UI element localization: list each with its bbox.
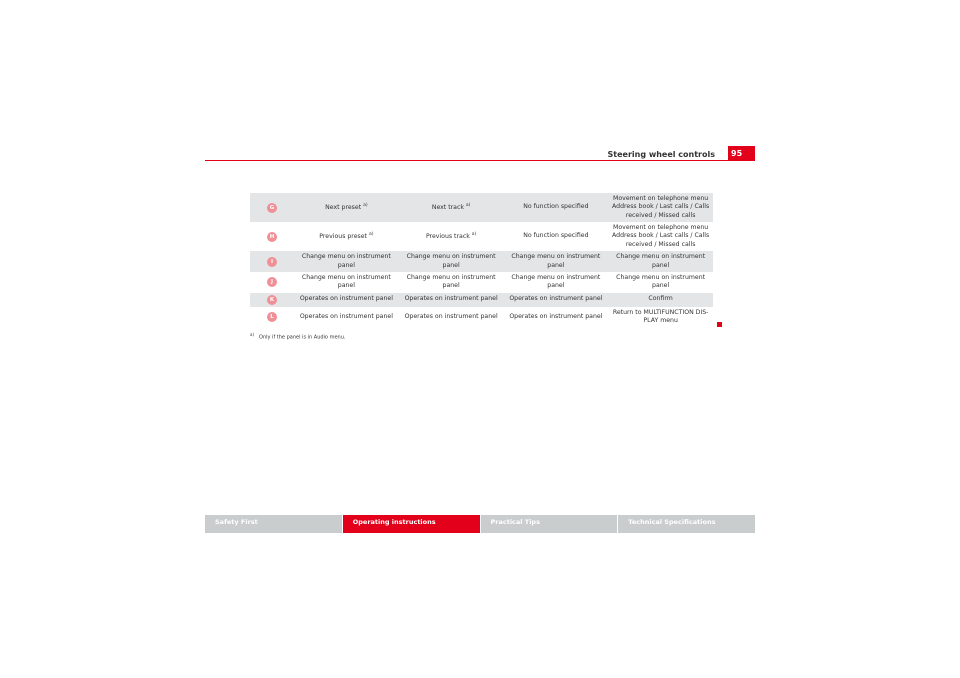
footer-tab-technical-specifications[interactable]: Technical Specifications [618,515,755,533]
key-j-icon: J [267,277,277,287]
table-cell: No function specified [523,232,589,240]
table-row [250,251,713,272]
key-i-icon: I [267,257,277,267]
page-title: Steering wheel controls [607,150,715,159]
footnote [250,332,345,341]
table-row [250,307,713,328]
table-cell: Change menu on instrument panel [504,251,609,272]
table-row [250,222,713,251]
table-cell: Change menu on instrument panel [301,273,391,290]
table-cell: Operates on instrument panel [399,293,504,307]
key-cell [250,251,294,272]
footnote-text: Only if the panel is in Audio menu. [259,334,346,341]
footer-tab-safety-first[interactable]: Safety First [205,515,342,533]
key-cell [250,222,294,251]
key-cell [250,293,294,307]
footer-tab-practical-tips[interactable]: Practical Tips [481,515,618,533]
key-g-icon: G [267,203,277,213]
table-cell: Change menu on instrument panel [399,251,504,272]
table-cell: Return to MULTIFUNCTION DIS-PLAY menu [612,308,709,324]
table-row [250,272,713,293]
page-number: 95 [728,146,755,161]
table-cell: Movement on telephone menu Address book / Last calls / Calls received / Missed calls [608,193,713,222]
key-cell [250,307,294,328]
footer-nav [205,515,755,533]
footnote-marker: a) [250,332,255,337]
table-cell: Change menu on instrument panel [511,273,601,290]
key-h-icon: H [267,232,277,242]
footer-tab-operating-instructions[interactable]: Operating instructions [343,515,480,533]
table-cell: Confirm [608,293,713,307]
table-cell: Operates on instrument panel [404,312,498,320]
table-cell: Operates on instrument panel [294,293,399,307]
key-cell [250,272,294,293]
table-cell: Previous preset $^{a)}$ [319,231,374,240]
table-cell: Previous track $^{a)}$ [425,231,477,240]
table-cell: Operates on instrument panel [509,312,603,320]
table-cell: Change menu on instrument panel [608,251,713,272]
table-cell: Next track $^{a)}$ [399,193,504,222]
key-k-icon: K [267,295,277,305]
table-cell: Change menu on instrument panel [294,251,399,272]
key-l-icon: L [267,312,277,322]
key-cell [250,193,294,222]
table-cell: Operates on instrument panel [504,293,609,307]
table-cell: No function specified [504,193,609,222]
table-cell: Change menu on instrument panel [616,273,706,290]
table-cell: Next preset $^{a)}$ [294,193,399,222]
section-end-icon [717,322,722,327]
table-cell: Operates on instrument panel [299,312,393,320]
header-divider [205,160,755,161]
table-cell: Change menu on instrument panel [406,273,496,290]
steering-controls-table [250,193,713,327]
table-row [250,193,713,222]
table-cell: Movement on telephone menu Address book / Last calls / Calls received / Missed calls [612,224,710,248]
table-row [250,293,713,307]
